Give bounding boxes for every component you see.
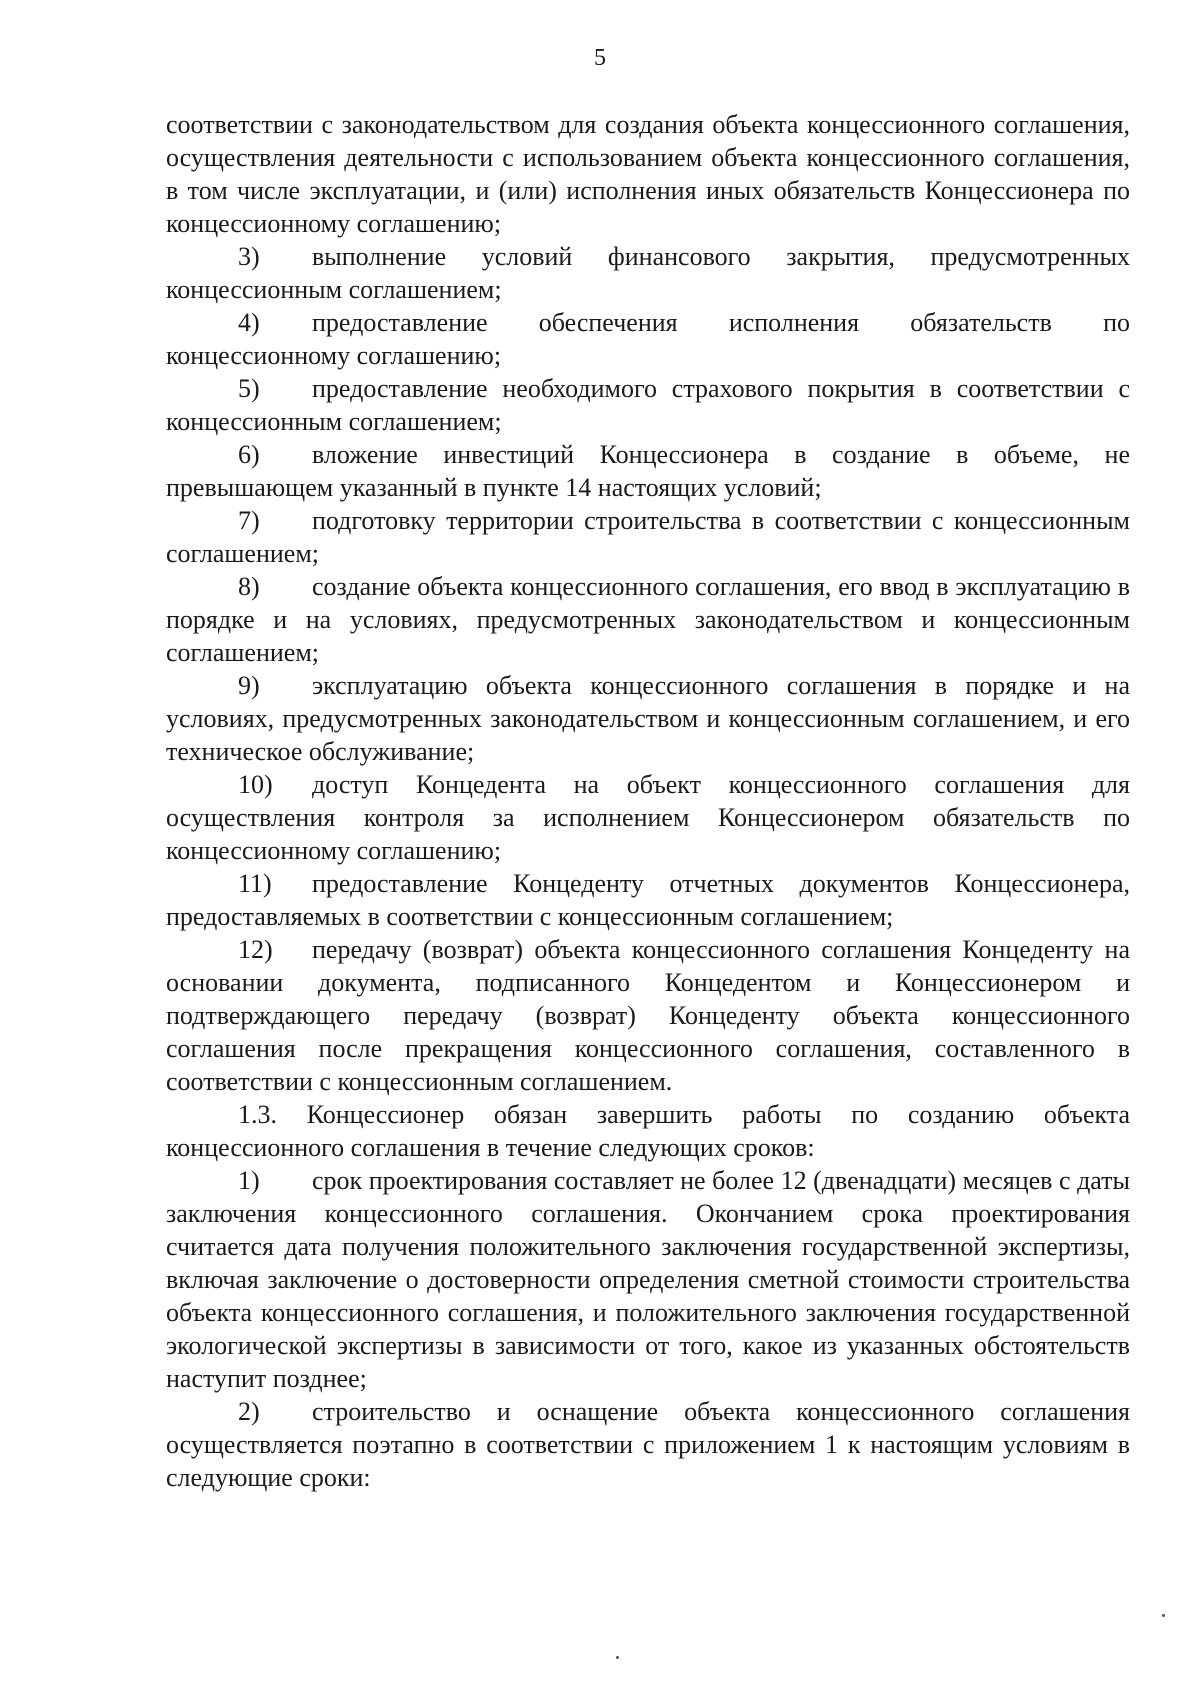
list-item <box>166 1164 1130 1395</box>
item-number: 5) <box>238 374 260 403</box>
list-item <box>166 1395 1130 1494</box>
document-body <box>166 108 1130 1494</box>
item-text: вложение инвестиций Концессионера в создание в объеме, не превышающем указанный в пункте 14 настоящих условий; <box>166 440 1130 502</box>
item-text: подготовку территории строительства в соответствии с концессионным соглашением; <box>166 506 1130 568</box>
item-text: предоставление обеспечения исполнения обязательств по концессионному соглашению; <box>166 308 1130 370</box>
item-number: 1) <box>238 1166 260 1195</box>
page-number: 5 <box>594 45 606 71</box>
item-number: 7) <box>238 506 260 535</box>
list-item <box>166 768 1130 867</box>
list-item <box>166 372 1130 438</box>
list-item <box>166 570 1130 669</box>
intro-paragraph: соответствии с законодательством для создания объекта концессионного соглашения, осуществления деятельности с использованием объекта концессионного соглашения, в том числе эксплуатации, и (или) исполнения иных обязательств Концессионера по концессионному соглашению; <box>166 110 1130 238</box>
item-number: 4) <box>238 308 260 337</box>
item-text: предоставление необходимого страхового покрытия в соответствии с концессионным соглашением; <box>166 374 1130 436</box>
terms-list <box>166 1164 1130 1494</box>
item-text: создание объекта концессионного соглашения, его ввод в эксплуатацию в порядке и на условиях, предусмотренных законодательством и концессионным соглашением; <box>166 572 1130 667</box>
list-item <box>166 867 1130 933</box>
item-text: доступ Концедента на объект концессионного соглашения для осуществления контроля за исполнением Концессионером обязательств по концессионному соглашению; <box>166 770 1130 865</box>
item-text: выполнение условий финансового закрытия, предусмотренных концессионным соглашением; <box>166 242 1130 304</box>
scan-speck <box>616 1656 619 1659</box>
item-text: строительство и оснащение объекта концессионного соглашения осуществляется поэтапно в соответствии с приложением 1 к настоящим условиям в следующие сроки: <box>166 1397 1130 1492</box>
list-item <box>166 306 1130 372</box>
list-item <box>166 438 1130 504</box>
list-item <box>166 504 1130 570</box>
item-number: 11) <box>238 869 272 898</box>
item-number: 2) <box>238 1397 260 1426</box>
item-number: 8) <box>238 572 260 601</box>
item-number: 10) <box>238 770 273 799</box>
scan-speck <box>1162 1614 1165 1617</box>
list-item <box>166 933 1130 1098</box>
item-number: 6) <box>238 440 260 469</box>
item-text: предоставление Концеденту отчетных документов Концессионера, предоставляемых в соответствии с концессионным соглашением; <box>166 869 1130 931</box>
item-text: срок проектирования составляет не более 12 (двенадцати) месяцев с даты заключения концессионного соглашения. Окончанием срока проектирования считается дата получения положительного заключения государственной экспертизы, включая заключение о достоверности определения сметной стоимости строительства объекта концессионного соглашения, и положительного заключения государственной экологической экспертизы в зависимости от того, какое из указанных обстоятельств наступит позднее; <box>166 1166 1130 1393</box>
list-item <box>166 669 1130 768</box>
item-number: 3) <box>238 242 260 271</box>
item-number: 9) <box>238 671 260 700</box>
item-number: 12) <box>238 935 273 964</box>
obligations-list <box>166 240 1130 1098</box>
item-text: эксплуатацию объекта концессионного соглашения в порядке и на условиях, предусмотренных законодательством и концессионным соглашением, и его техническое обслуживание; <box>166 671 1130 766</box>
item-text: передачу (возврат) объекта концессионного соглашения Концеденту на основании документа, подписанного Концедентом и Концессионером и подтверждающего передачу (возврат) Концеденту объекта концессионного соглашения после прекращения концессионного соглашения, составленного в соответствии с концессионным соглашением. <box>166 935 1130 1096</box>
list-item <box>166 240 1130 306</box>
section-1-3-paragraph: 1.3. Концессионер обязан завершить работы по созданию объекта концессионного соглашения в течение следующих сроков: <box>166 1100 1130 1162</box>
